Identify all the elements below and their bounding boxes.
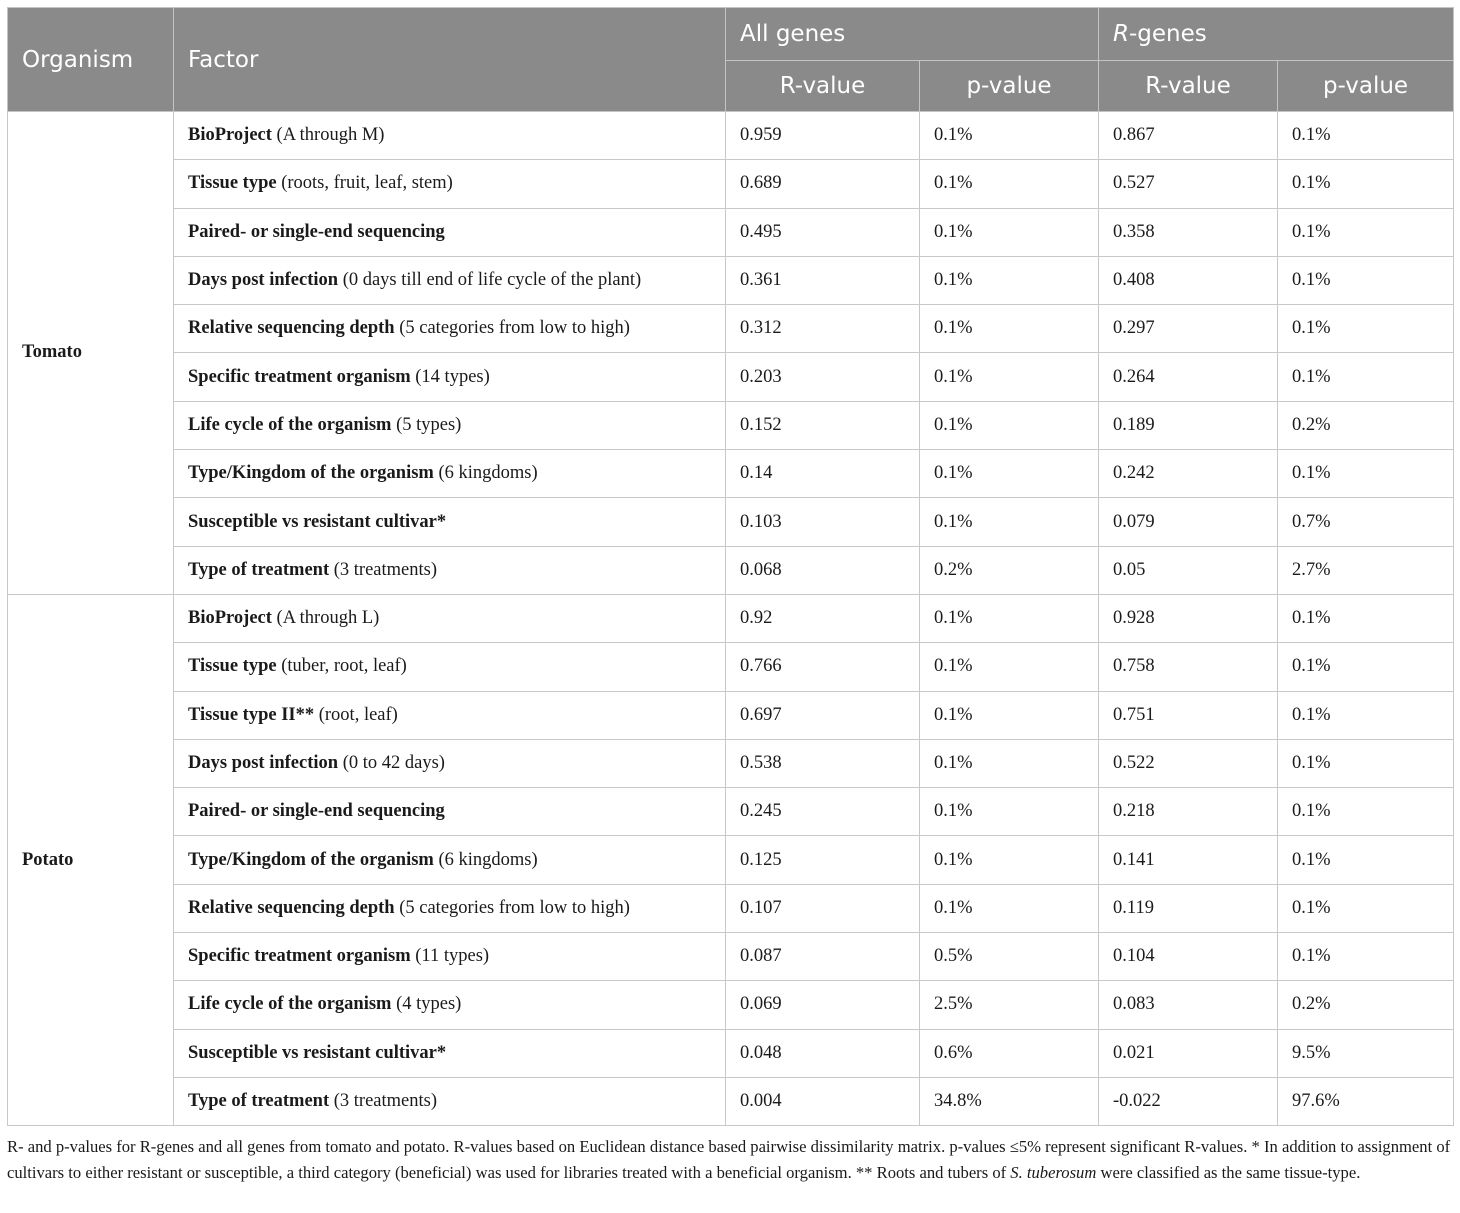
factor-cell <box>174 112 726 160</box>
factor-cell <box>174 450 726 498</box>
table-row <box>8 401 1454 449</box>
factor-detail: (roots, fruit, leaf, stem) <box>276 173 453 194</box>
r-genes-r-value: 0.408 <box>1099 256 1278 304</box>
factor-name: BioProject <box>188 608 272 629</box>
organism-cell: Potato <box>8 594 174 1125</box>
table-row <box>8 305 1454 353</box>
factor-name: Tissue type <box>188 173 277 194</box>
all-genes-r-value: 0.538 <box>726 739 920 787</box>
all-genes-p-value: 0.1% <box>920 305 1099 353</box>
factor-detail: (6 kingdoms) <box>433 849 538 870</box>
all-genes-p-value: 0.6% <box>920 1029 1099 1077</box>
caption-species: S. tuberosum <box>1010 1163 1097 1182</box>
table-row <box>8 1077 1454 1125</box>
factor-name: Relative sequencing depth <box>188 318 395 339</box>
factor-name: Specific treatment organism <box>188 366 411 387</box>
all-genes-p-value: 0.1% <box>920 450 1099 498</box>
table-row <box>8 256 1454 304</box>
all-genes-p-value: 2.5% <box>920 981 1099 1029</box>
all-genes-r-value: 0.004 <box>726 1077 920 1125</box>
all-genes-p-value: 0.1% <box>920 208 1099 256</box>
all-genes-p-value: 0.1% <box>920 836 1099 884</box>
all-genes-r-value: 0.689 <box>726 160 920 208</box>
all-genes-r-value: 0.203 <box>726 353 920 401</box>
factor-name: Life cycle of the organism <box>188 414 392 435</box>
factor-name: Specific treatment organism <box>188 946 411 967</box>
factor-cell <box>174 160 726 208</box>
factor-cell <box>174 498 726 546</box>
factor-detail: (0 days till end of life cycle of the plant) <box>338 270 642 291</box>
header-r-genes <box>1099 8 1454 61</box>
r-genes-r-value: 0.083 <box>1099 981 1278 1029</box>
table-row <box>8 643 1454 691</box>
header-factor: Factor <box>174 8 726 112</box>
factor-name: Type/Kingdom of the organism <box>188 463 434 484</box>
factor-detail: (tuber, root, leaf) <box>276 656 407 677</box>
all-genes-p-value: 34.8% <box>920 1077 1099 1125</box>
all-genes-r-value: 0.495 <box>726 208 920 256</box>
table-row <box>8 208 1454 256</box>
table-row <box>8 836 1454 884</box>
factor-cell <box>174 546 726 594</box>
all-genes-r-value: 0.14 <box>726 450 920 498</box>
r-genes-p-value: 0.1% <box>1278 643 1454 691</box>
all-genes-r-value: 0.92 <box>726 594 920 642</box>
r-genes-p-value: 0.2% <box>1278 981 1454 1029</box>
r-genes-p-value: 0.1% <box>1278 208 1454 256</box>
factor-cell <box>174 643 726 691</box>
factor-name: Days post infection <box>188 270 339 291</box>
factor-cell <box>174 836 726 884</box>
r-genes-r-value: 0.021 <box>1099 1029 1278 1077</box>
all-genes-r-value: 0.697 <box>726 691 920 739</box>
all-genes-p-value: 0.1% <box>920 353 1099 401</box>
r-genes-p-value: 0.1% <box>1278 256 1454 304</box>
table-row <box>8 594 1454 642</box>
r-genes-p-value: 0.1% <box>1278 305 1454 353</box>
all-genes-p-value: 0.1% <box>920 643 1099 691</box>
factor-name: Relative sequencing depth <box>188 897 395 918</box>
table-row <box>8 450 1454 498</box>
all-genes-r-value: 0.766 <box>726 643 920 691</box>
header-all-r-value: R-value <box>726 61 920 112</box>
r-genes-p-value: 0.1% <box>1278 160 1454 208</box>
all-genes-p-value: 0.1% <box>920 112 1099 160</box>
factor-detail: (3 treatments) <box>329 1091 437 1112</box>
factor-cell <box>174 739 726 787</box>
r-genes-r-value: 0.05 <box>1099 546 1278 594</box>
all-genes-r-value: 0.107 <box>726 884 920 932</box>
factor-detail: (A through M) <box>271 125 385 146</box>
r-genes-p-value: 97.6% <box>1278 1077 1454 1125</box>
all-genes-p-value: 0.1% <box>920 160 1099 208</box>
r-genes-p-value: 0.2% <box>1278 401 1454 449</box>
r-genes-p-value: 0.1% <box>1278 691 1454 739</box>
r-genes-p-value: 0.7% <box>1278 498 1454 546</box>
factor-detail: (5 categories from low to high) <box>394 318 630 339</box>
all-genes-p-value: 0.1% <box>920 884 1099 932</box>
table-row <box>8 160 1454 208</box>
table-row <box>8 353 1454 401</box>
results-table <box>7 7 1454 1126</box>
table-row <box>8 546 1454 594</box>
factor-detail: (4 types) <box>391 994 462 1015</box>
factor-name: Susceptible vs resistant cultivar* <box>188 511 447 532</box>
table-body <box>8 112 1454 1126</box>
r-genes-p-value: 0.1% <box>1278 594 1454 642</box>
table-row <box>8 112 1454 160</box>
table-row <box>8 498 1454 546</box>
factor-name: Life cycle of the organism <box>188 994 392 1015</box>
all-genes-r-value: 0.312 <box>726 305 920 353</box>
all-genes-r-value: 0.152 <box>726 401 920 449</box>
factor-detail: (5 types) <box>391 414 462 435</box>
header-all-p-value: p-value <box>920 61 1099 112</box>
factor-detail: (3 treatments) <box>329 559 437 580</box>
factor-detail: (11 types) <box>410 946 490 967</box>
r-genes-p-value: 2.7% <box>1278 546 1454 594</box>
r-genes-p-value: 0.1% <box>1278 836 1454 884</box>
header-r-p-value: p-value <box>1278 61 1454 112</box>
table-row <box>8 884 1454 932</box>
r-genes-r-value: 0.141 <box>1099 836 1278 884</box>
r-genes-p-value: 0.1% <box>1278 353 1454 401</box>
all-genes-r-value: 0.103 <box>726 498 920 546</box>
header-organism: Organism <box>8 8 174 112</box>
factor-detail: (0 to 42 days) <box>338 753 445 773</box>
factor-name: Days post infection <box>188 753 339 773</box>
r-genes-r-value: 0.189 <box>1099 401 1278 449</box>
factor-name: Paired- or single-end sequencing <box>188 221 445 242</box>
table-caption <box>7 1134 1453 1186</box>
factor-cell <box>174 981 726 1029</box>
all-genes-r-value: 0.125 <box>726 836 920 884</box>
r-genes-p-value: 0.1% <box>1278 933 1454 981</box>
table-row <box>8 1029 1454 1077</box>
results-table-container <box>7 7 1453 1126</box>
factor-name: Type of treatment <box>188 1091 330 1112</box>
factor-cell <box>174 401 726 449</box>
factor-detail: (root, leaf) <box>314 704 398 725</box>
all-genes-r-value: 0.245 <box>726 788 920 836</box>
factor-cell <box>174 788 726 836</box>
all-genes-r-value: 0.068 <box>726 546 920 594</box>
factor-name: Paired- or single-end sequencing <box>188 801 445 822</box>
all-genes-p-value: 0.2% <box>920 546 1099 594</box>
r-genes-r-value: 0.751 <box>1099 691 1278 739</box>
all-genes-p-value: 0.1% <box>920 594 1099 642</box>
r-genes-r-value: 0.264 <box>1099 353 1278 401</box>
all-genes-r-value: 0.069 <box>726 981 920 1029</box>
r-genes-r-value: 0.522 <box>1099 739 1278 787</box>
r-genes-r-value: 0.242 <box>1099 450 1278 498</box>
factor-cell <box>174 884 726 932</box>
r-genes-r-value: 0.297 <box>1099 305 1278 353</box>
factor-cell <box>174 594 726 642</box>
caption-text-end: were classified as the same tissue-type. <box>1096 1163 1361 1182</box>
factor-cell <box>174 691 726 739</box>
r-genes-r-value: 0.527 <box>1099 160 1278 208</box>
r-genes-r-value: 0.358 <box>1099 208 1278 256</box>
table-row <box>8 739 1454 787</box>
factor-name: Type of treatment <box>188 559 330 580</box>
r-genes-r-value: 0.119 <box>1099 884 1278 932</box>
r-genes-p-value: 9.5% <box>1278 1029 1454 1077</box>
r-genes-p-value: 0.1% <box>1278 788 1454 836</box>
header-r-r-value: R-value <box>1099 61 1278 112</box>
all-genes-p-value: 0.1% <box>920 498 1099 546</box>
table-header <box>8 8 1454 112</box>
r-genes-p-value: 0.1% <box>1278 739 1454 787</box>
all-genes-r-value: 0.959 <box>726 112 920 160</box>
header-r-genes-italic: R <box>1113 21 1129 47</box>
table-row <box>8 788 1454 836</box>
factor-detail: (14 types) <box>410 366 490 387</box>
factor-cell <box>174 933 726 981</box>
r-genes-p-value: 0.1% <box>1278 884 1454 932</box>
r-genes-r-value: 0.758 <box>1099 643 1278 691</box>
r-genes-r-value: 0.218 <box>1099 788 1278 836</box>
table-row <box>8 933 1454 981</box>
factor-name: Type/Kingdom of the organism <box>188 849 434 870</box>
r-genes-r-value: 0.867 <box>1099 112 1278 160</box>
factor-detail: (6 kingdoms) <box>433 463 538 484</box>
r-genes-r-value: 0.079 <box>1099 498 1278 546</box>
r-genes-r-value: -0.022 <box>1099 1077 1278 1125</box>
factor-cell <box>174 1077 726 1125</box>
factor-cell <box>174 305 726 353</box>
factor-name: Tissue type <box>188 656 277 677</box>
r-genes-r-value: 0.104 <box>1099 933 1278 981</box>
table-row <box>8 691 1454 739</box>
r-genes-p-value: 0.1% <box>1278 450 1454 498</box>
all-genes-r-value: 0.361 <box>726 256 920 304</box>
all-genes-p-value: 0.1% <box>920 739 1099 787</box>
all-genes-p-value: 0.5% <box>920 933 1099 981</box>
factor-name: Tissue type II** <box>188 704 315 725</box>
all-genes-p-value: 0.1% <box>920 256 1099 304</box>
all-genes-r-value: 0.048 <box>726 1029 920 1077</box>
header-all-genes: All genes <box>726 8 1099 61</box>
caption-text: R- and p-values for R-genes and all genes from tomato and potato. R-values based on Euclidean distance based pairwise dissimilarity matrix. p-values ≤5% represent significant R-values. * In addition to assignment of cultivars to either resistant or susceptible, a third category (beneficial) was used for libraries treated with a beneficial organism. ** Roots and tubers of <box>7 1137 1451 1182</box>
factor-detail: (5 categories from low to high) <box>394 897 630 918</box>
all-genes-p-value: 0.1% <box>920 788 1099 836</box>
organism-cell: Tomato <box>8 112 174 595</box>
header-r-genes-rest: -genes <box>1129 21 1207 47</box>
factor-cell <box>174 208 726 256</box>
factor-name: BioProject <box>188 125 272 146</box>
all-genes-p-value: 0.1% <box>920 401 1099 449</box>
factor-name: Susceptible vs resistant cultivar* <box>188 1042 447 1063</box>
all-genes-r-value: 0.087 <box>726 933 920 981</box>
factor-cell <box>174 1029 726 1077</box>
factor-cell <box>174 256 726 304</box>
all-genes-p-value: 0.1% <box>920 691 1099 739</box>
factor-cell <box>174 353 726 401</box>
r-genes-p-value: 0.1% <box>1278 112 1454 160</box>
factor-detail: (A through L) <box>271 608 380 629</box>
table-row <box>8 981 1454 1029</box>
r-genes-r-value: 0.928 <box>1099 594 1278 642</box>
